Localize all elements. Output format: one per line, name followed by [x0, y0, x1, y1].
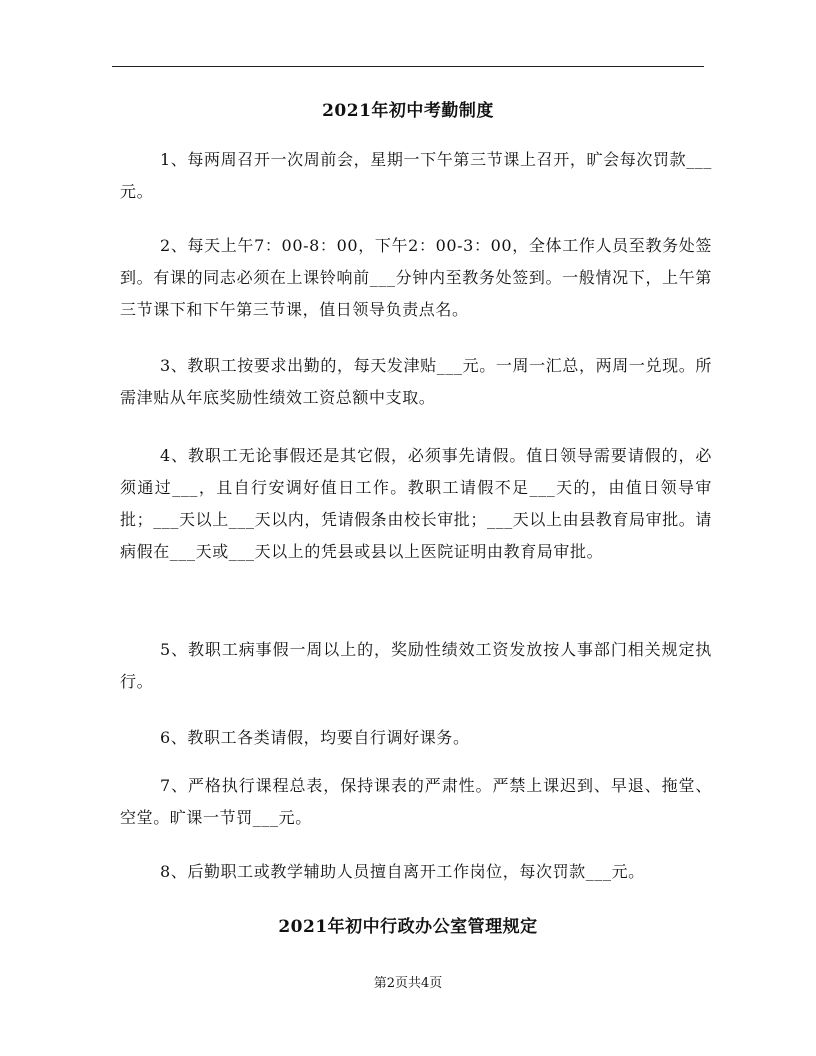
paragraph-4: 4、教职工无论事假还是其它假，必须事先请假。值日领导需要请假的，必须通过___，且自行安调好值日工作。教职工请假不足___天的，由值日领导审批；___天以上___天以内，凭请假条由校长审批；___天以上由县教育局审批。请病假在___天或___天以上的凭县或县以上医院证明由教育局审批。 — [120, 446, 713, 561]
page-number: 第2页共4页 — [373, 976, 443, 991]
header-rule — [112, 66, 704, 67]
paragraph-8: 8、后勤职工或教学辅助人员擅自离开工作岗位，每次罚款___元。 — [160, 862, 645, 881]
paragraph-5: 5、教职工病事假一周以上的，奖励性绩效工资发放按人事部门相关规定执行。 — [120, 640, 712, 691]
paragraph-2: 2、每天上午7：00-8：00，下午2：00-3：00，全体工作人员至教务处签到。有课的同志必须在上课铃响前___分钟内至教务处签到。一般情况下，上午第三节课下和下午第三节课，值日领导负责点名。 — [120, 236, 712, 319]
paragraph-3: 3、教职工按要求出勤的，每天发津贴___元。一周一汇总，两周一兑现。所需津贴从年底奖励性绩效工资总额中支取。 — [120, 356, 712, 407]
document-title: 2021年初中考勤制度 — [322, 101, 494, 121]
paragraph-6: 6、教职工各类请假，均要自行调好课务。 — [160, 728, 470, 747]
paragraph-7: 7、严格执行课程总表，保持课表的严肃性。严禁上课迟到、早退、拖堂、空堂。旷课一节罚___元。 — [120, 776, 712, 827]
paragraph-1: 1、每两周召开一次周前会，星期一下午第三节课上召开，旷会每次罚款___元。 — [120, 150, 712, 201]
next-section-title: 2021年初中行政办公室管理规定 — [278, 917, 538, 937]
